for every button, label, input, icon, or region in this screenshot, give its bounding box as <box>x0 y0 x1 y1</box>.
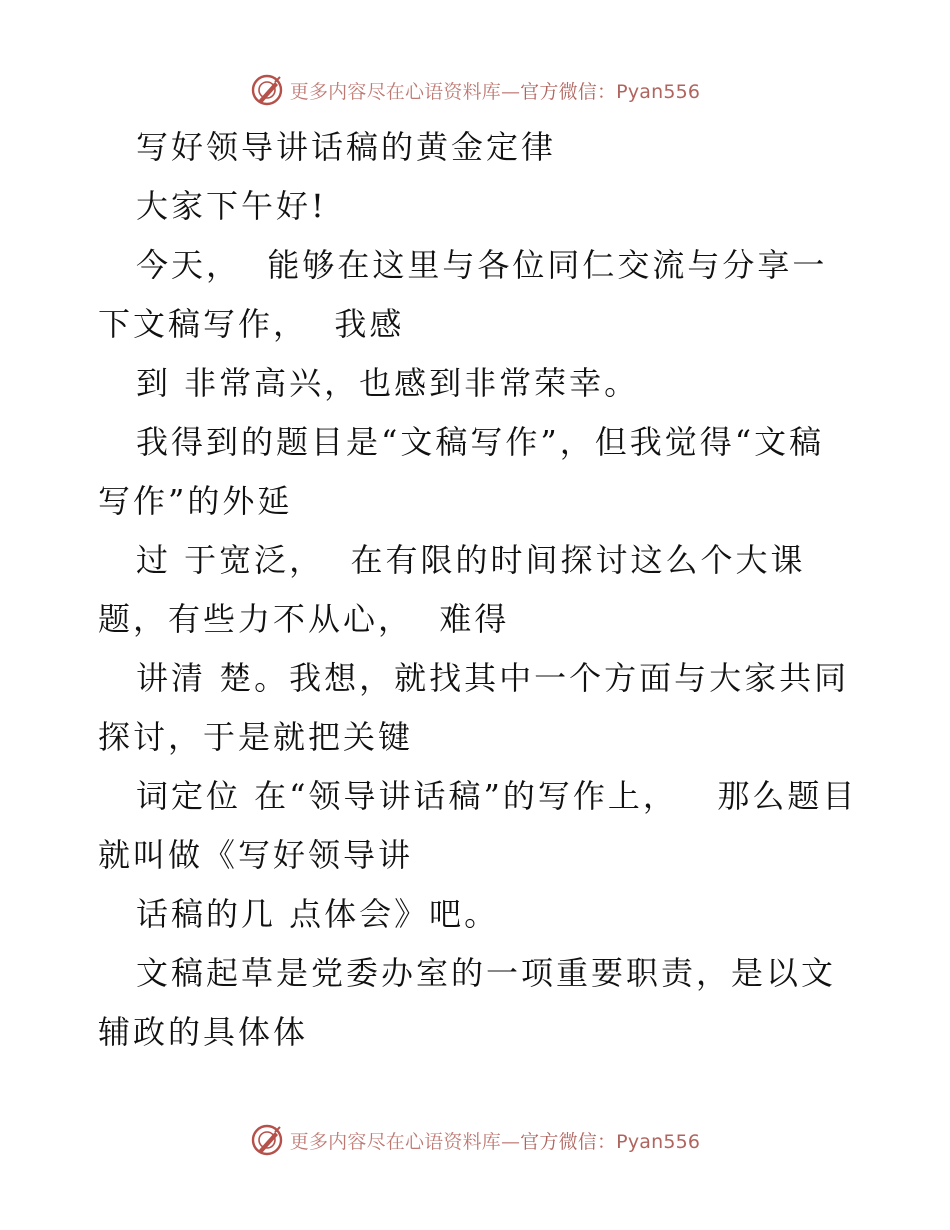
footer-watermark-banner <box>0 1120 950 1160</box>
body-line: 文稿起草是党委办室的一项重要职责，是以文辅政的具体体 <box>98 954 837 1051</box>
body-line: 今天， 能够在这里与各位同仁交流与分享一下文稿写作， 我感 <box>98 246 828 343</box>
body-line: 我得到的题目是“文稿写作”，但我觉得“文稿写作”的外延 <box>98 423 825 520</box>
body-line: 讲清 楚。我想，就找其中一个方面与大家共同探讨，于是就把关键 <box>98 659 850 756</box>
header-watermark-banner <box>0 70 950 110</box>
banner-dash: — <box>500 80 521 103</box>
body-line: 过 于宽泛， 在有限的时间探讨这么个大课题，有些力不从心， 难得 <box>98 541 806 638</box>
banner-text <box>290 77 700 104</box>
banner-wechat-text: 官方微信：Pyan556 <box>520 1130 701 1153</box>
pen-seal-logo-icon <box>250 73 284 107</box>
banner-library-text: 更多内容尽在心语资料库 <box>289 80 501 103</box>
pen-seal-logo-icon <box>250 1123 284 1157</box>
banner-dash: — <box>500 1130 521 1153</box>
body-line: 话稿的几 点体会》吧。 <box>136 895 500 933</box>
body-line: 到 非常高兴，也感到非常荣幸。 <box>136 364 640 402</box>
body-line: 词定位 在“领导讲话稿”的写作上， 那么题目就叫做《写好领导讲 <box>98 777 858 874</box>
banner-wechat-text: 官方微信：Pyan556 <box>520 80 701 103</box>
greeting-line: 大家下午好! <box>136 187 327 225</box>
banner-library-text: 更多内容尽在心语资料库 <box>289 1130 501 1153</box>
document-body <box>98 118 858 1062</box>
document-title: 写好领导讲话稿的黄金定律 <box>136 128 557 166</box>
banner-text <box>290 1127 700 1154</box>
